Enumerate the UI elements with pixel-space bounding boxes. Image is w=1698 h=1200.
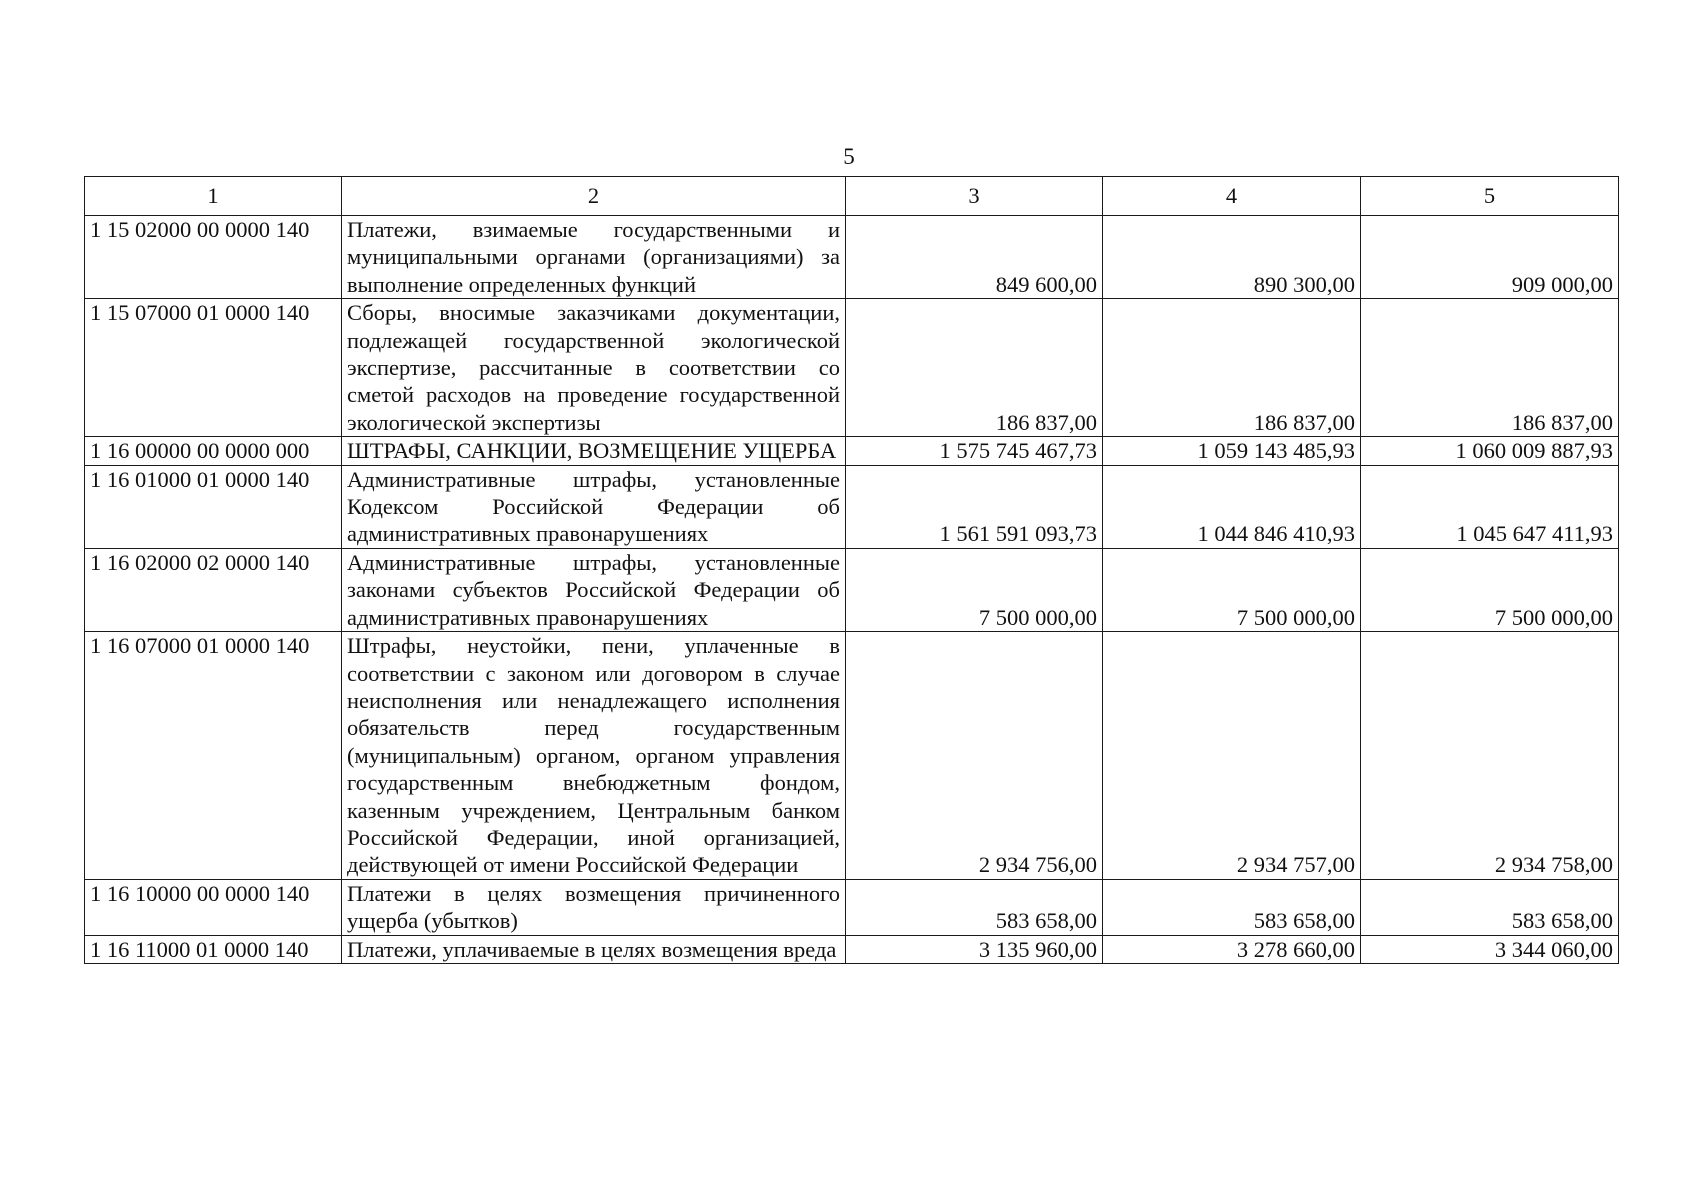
budget-code: 1 15 07000 01 0000 140 [85,299,342,437]
amount-col3: 583 658,00 [846,879,1103,935]
amount-col5: 1 060 009 887,93 [1361,437,1619,465]
amount-col5: 909 000,00 [1361,216,1619,299]
revenue-name: Административные штрафы, установленные Кодексом Российской Федерации об административных правонарушениях [342,465,846,548]
budget-code: 1 16 10000 00 0000 140 [85,879,342,935]
revenue-name: Платежи, уплачиваемые в целях возмещения вреда [342,935,846,963]
amount-col3: 3 135 960,00 [846,935,1103,963]
budget-code: 1 15 02000 00 0000 140 [85,216,342,299]
amount-col4: 1 044 846 410,93 [1103,465,1361,548]
table-row [85,437,1619,465]
amount-col3: 2 934 756,00 [846,632,1103,880]
revenue-name: Административные штрафы, установленные законами субъектов Российской Федерации об административных правонарушениях [342,548,846,631]
table-row [85,632,1619,880]
amount-col4: 890 300,00 [1103,216,1361,299]
amount-col4: 1 059 143 485,93 [1103,437,1361,465]
budget-code: 1 16 02000 02 0000 140 [85,548,342,631]
header-column-1: 1 [85,177,342,216]
table-row [85,935,1619,963]
amount-col3: 7 500 000,00 [846,548,1103,631]
amount-col5: 186 837,00 [1361,299,1619,437]
amount-col4: 186 837,00 [1103,299,1361,437]
amount-col4: 7 500 000,00 [1103,548,1361,631]
amount-col5: 2 934 758,00 [1361,632,1619,880]
revenue-name: Штрафы, неустойки, пени, уплаченные в соответствии с законом или договором в случае неисполнения или ненадлежащего исполнения обязательств перед государственным (муниципальным) органом, органом управления государственным внебюджетным фондом, казенным учреждением, Центральным банком Российской Федерации, иной организацией, действующей от имени Российской Федерации [342,632,846,880]
budget-code: 1 16 11000 01 0000 140 [85,935,342,963]
header-column-4: 4 [1103,177,1361,216]
amount-col3: 186 837,00 [846,299,1103,437]
amount-col3: 849 600,00 [846,216,1103,299]
table-row [85,548,1619,631]
amount-col5: 583 658,00 [1361,879,1619,935]
revenue-name: ШТРАФЫ, САНКЦИИ, ВОЗМЕЩЕНИЕ УЩЕРБА [342,437,846,465]
amount-col5: 1 045 647 411,93 [1361,465,1619,548]
budget-code: 1 16 00000 00 0000 000 [85,437,342,465]
budget-code: 1 16 01000 01 0000 140 [85,465,342,548]
table-row [85,465,1619,548]
amount-col5: 7 500 000,00 [1361,548,1619,631]
header-column-2: 2 [342,177,846,216]
header-column-3: 3 [846,177,1103,216]
header-column-5: 5 [1361,177,1619,216]
amount-col3: 1 561 591 093,73 [846,465,1103,548]
amount-col4: 3 278 660,00 [1103,935,1361,963]
revenue-name: Платежи, взимаемые государственными и муниципальными органами (организациями) за выполнение определенных функций [342,216,846,299]
budget-code: 1 16 07000 01 0000 140 [85,632,342,880]
revenue-name: Сборы, вносимые заказчиками документации, подлежащей государственной экологической экспертизе, рассчитанные в соответствии со сметой расходов на проведение государственной экологической экспертизы [342,299,846,437]
amount-col3: 1 575 745 467,73 [846,437,1103,465]
revenue-name: Платежи в целях возмещения причиненного ущерба (убытков) [342,879,846,935]
budget-revenue-table [84,176,1619,964]
page-number: 5 [843,144,855,169]
table-row [85,216,1619,299]
amount-col4: 2 934 757,00 [1103,632,1361,880]
table-row [85,879,1619,935]
amount-col4: 583 658,00 [1103,879,1361,935]
table-header-row [85,177,1619,216]
amount-col5: 3 344 060,00 [1361,935,1619,963]
table-row [85,299,1619,437]
